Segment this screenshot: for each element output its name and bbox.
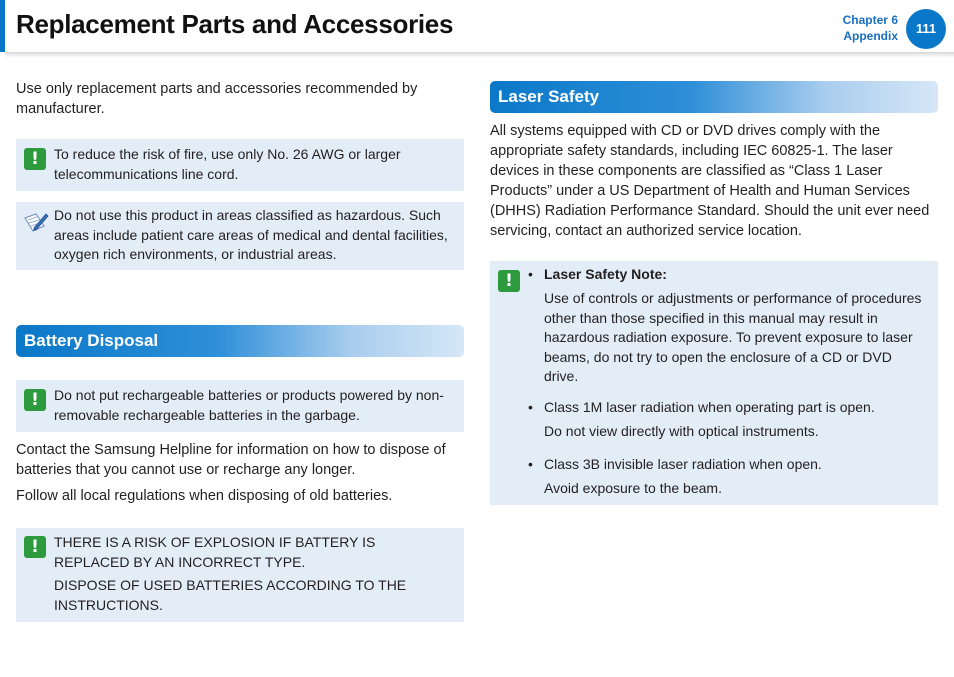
- caution-text-explosion: THERE IS A RISK OF EXPLOSION IF BATTERY IS REPLACED BY AN INCORRECT TYPE.: [54, 534, 376, 570]
- exclamation-icon: !: [24, 536, 46, 558]
- header-divider: [5, 52, 954, 58]
- laser-paragraph: All systems equipped with CD or DVD drives comply with the appropriate safety standards, including IEC 60825-1. The laser devices in these components are classified as “Class 1 Laser Products” under a US Department of Health and Human Services (DHHS) Radiation Performance Standard. Should the unit ever need servicing, contact an authorized service location.: [490, 123, 930, 239]
- caution-text-fire: To reduce the risk of fire, use only No. 26 AWG or larger telecommunications line cord.: [54, 146, 401, 182]
- laser-note-box: [490, 261, 938, 505]
- intro-text: Use only replacement parts and accessories recommended by manufacturer.: [16, 81, 418, 117]
- chapter-label: [843, 12, 898, 44]
- laser-item-class3b: Class 3B invisible laser radiation when open.: [544, 456, 822, 472]
- caution-box-explosion: [16, 528, 464, 622]
- note-text-hazardous: Do not use this product in areas classified as hazardous. Such areas include patient care areas of medical and dental facilities, oxygen rich environments, or industrial areas.: [54, 207, 448, 262]
- chapter-section: Appendix: [843, 29, 898, 43]
- section-header-laser: Laser Safety: [490, 81, 938, 113]
- bullet-marker: •: [528, 399, 533, 415]
- laser-note-body: Use of controls or adjustments or performance of procedures other than those specified in this manual may result in hazardous radiation exposure. To prevent exposure to laser beams, do not try to open the enclosure of a CD or DVD drive.: [544, 290, 922, 384]
- laser-item-class3b-sub: Avoid exposure to the beam.: [544, 480, 722, 496]
- exclamation-icon: !: [498, 270, 520, 292]
- caution-box-rechargeable: [16, 380, 464, 432]
- exclamation-icon: !: [24, 148, 46, 170]
- laser-item-class1m: Class 1M laser radiation when operating part is open.: [544, 399, 875, 415]
- page-title: Replacement Parts and Accessories: [16, 9, 454, 39]
- laser-item-class1m-sub: Do not view directly with optical instruments.: [544, 423, 819, 439]
- bullet-marker: •: [528, 266, 533, 282]
- section-header-battery: Battery Disposal: [16, 325, 464, 357]
- memo-pencil-icon: [22, 210, 50, 236]
- header-accent-bar: [0, 0, 5, 52]
- laser-note-title: Laser Safety Note:: [544, 266, 667, 282]
- caution-text-rechargeable: Do not put rechargeable batteries or products powered by non-removable rechargeable batteries in the garbage.: [54, 387, 444, 423]
- page-number-badge: 111: [906, 9, 946, 49]
- exclamation-icon: !: [24, 389, 46, 411]
- caution-box-fire: [16, 139, 464, 191]
- helpline-paragraph: Contact the Samsung Helpline for information on how to dispose of batteries that you cannot use or recharge any longer.: [16, 442, 446, 478]
- note-box-hazardous: [16, 202, 464, 270]
- bullet-marker: •: [528, 456, 533, 472]
- caution-text-dispose: DISPOSE OF USED BATTERIES ACCORDING TO THE INSTRUCTIONS.: [54, 577, 407, 613]
- chapter-number: Chapter 6: [842, 13, 898, 27]
- regulations-paragraph: Follow all local regulations when disposing of old batteries.: [16, 488, 393, 504]
